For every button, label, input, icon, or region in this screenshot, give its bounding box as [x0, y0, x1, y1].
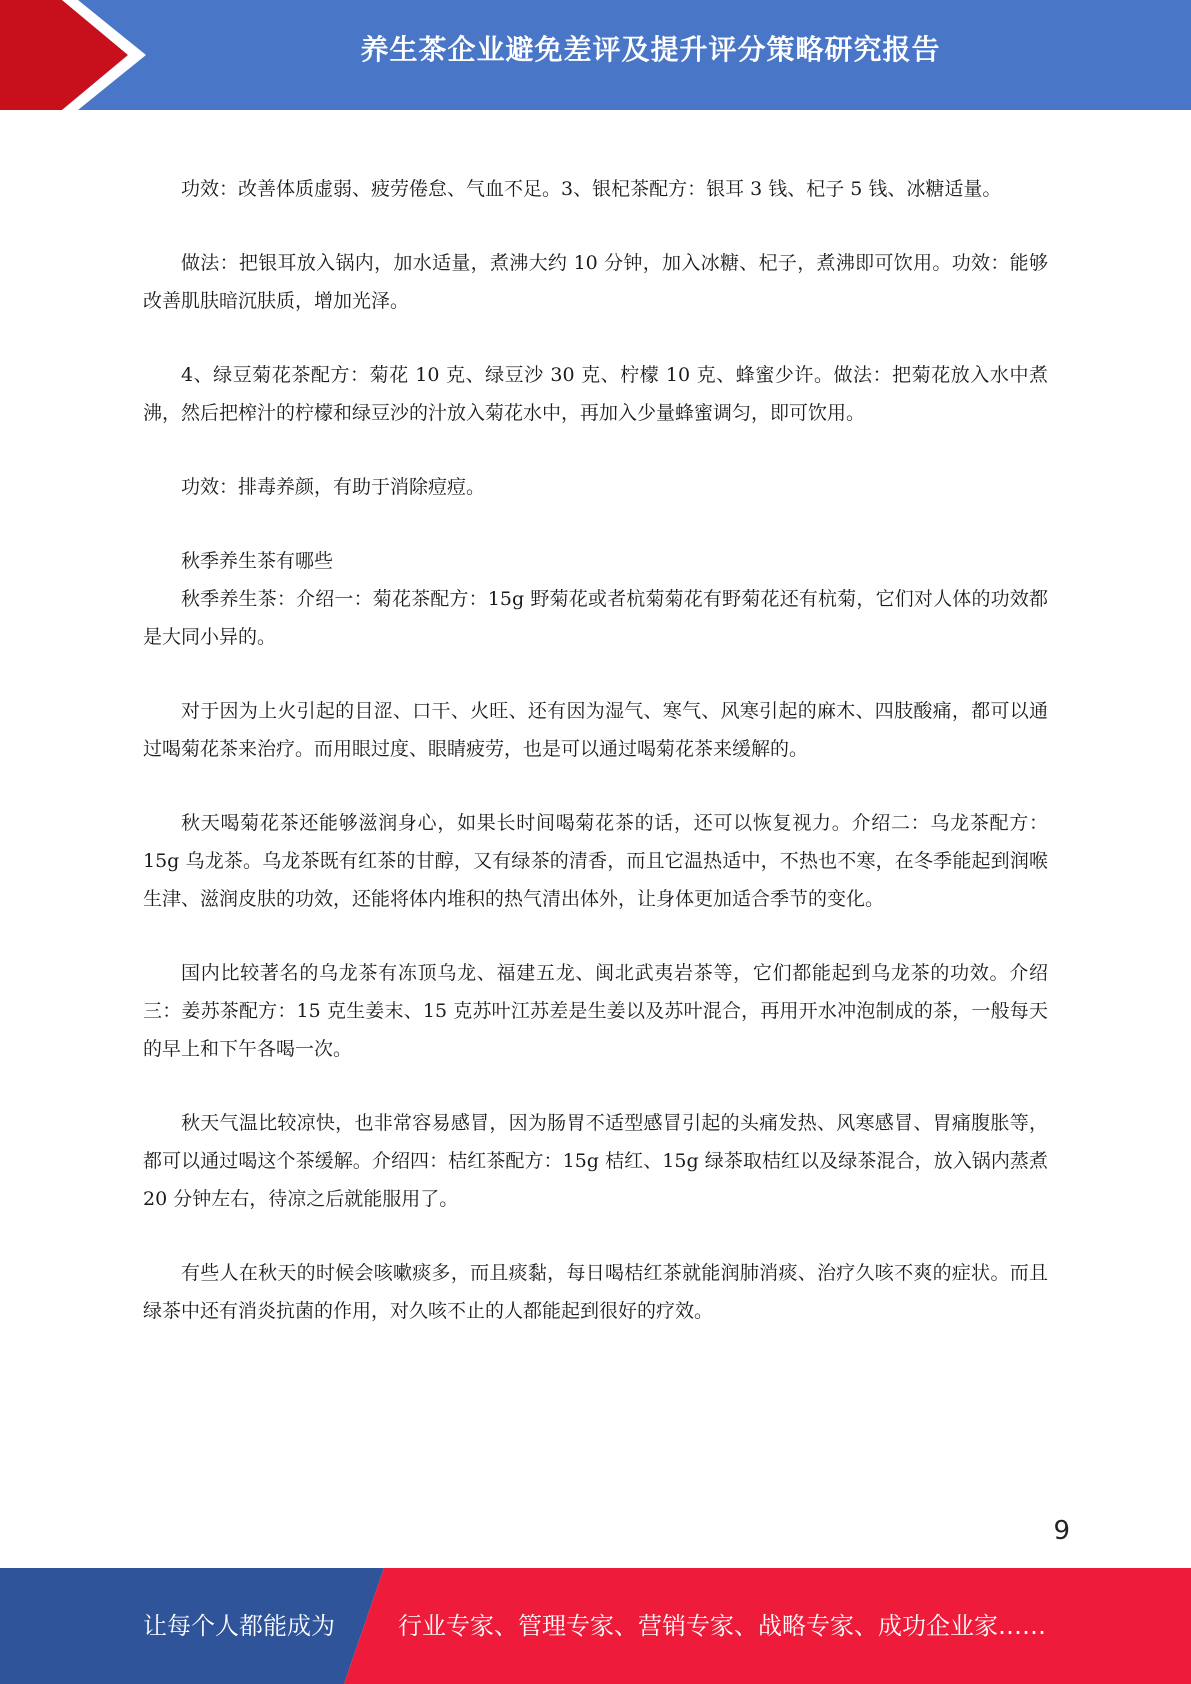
header-title: 养生茶企业避免差评及提升评分策略研究报告 [360, 33, 941, 66]
footer-slogan-right: 行业专家、管理专家、营销专家、战略专家、成功企业家…… [398, 1612, 1046, 1640]
paragraph: 秋天喝菊花茶还能够滋润身心，如果长时间喝菊花茶的话，还可以恢复视力。介绍二：乌龙茶配方：15g 乌龙茶。乌龙茶既有红茶的甘醇，又有绿茶的清香，而且它温热适中，不热也不寒，在冬季能起到润喉生津、滋润皮肤的功效，还能将体内堆积的热气清出体外，让身体更加适合季节的变化。 [143, 812, 1048, 910]
page-header [0, 0, 1191, 110]
paragraph: 秋季养生茶：介绍一：菊花茶配方：15g 野菊花或者杭菊菊花有野菊花还有杭菊，它们对人体的功效都是大同小异的。 [143, 588, 1048, 648]
document-body [143, 170, 1048, 1366]
page-footer [0, 1568, 1191, 1684]
paragraph: 国内比较著名的乌龙茶有冻顶乌龙、福建五龙、闽北武夷岩茶等，它们都能起到乌龙茶的功效。介绍三：姜苏茶配方：15 克生姜末、15 克苏叶江苏差是生姜以及苏叶混合，再用开水冲泡制成的茶，一般每天的早上和下午各喝一次。 [143, 962, 1048, 1060]
page-number: 9 [1053, 1516, 1070, 1546]
paragraph: 做法：把银耳放入锅内，加水适量，煮沸大约 10 分钟，加入冰糖、杞子，煮沸即可饮用。功效：能够改善肌肤暗沉肤质，增加光泽。 [143, 252, 1048, 312]
section-heading: 秋季养生茶有哪些 [181, 550, 334, 572]
paragraph: 有些人在秋天的时候会咳嗽痰多，而且痰黏，每日喝桔红茶就能润肺消痰、治疗久咳不爽的症状。而且绿茶中还有消炎抗菌的作用，对久咳不止的人都能起到很好的疗效。 [143, 1262, 1048, 1322]
paragraph: 4、绿豆菊花茶配方：菊花 10 克、绿豆沙 30 克、柠檬 10 克、蜂蜜少许。做法：把菊花放入水中煮沸，然后把榨汁的柠檬和绿豆沙的汁放入菊花水中，再加入少量蜂蜜调匀，即可饮用。 [143, 364, 1048, 424]
footer-slogan-left: 让每个人都能成为 [143, 1612, 335, 1640]
paragraph: 对于因为上火引起的目涩、口干、火旺、还有因为湿气、寒气、风寒引起的麻木、四肢酸痛，都可以通过喝菊花茶来治疗。而用眼过度、眼睛疲劳，也是可以通过喝菊花茶来缓解的。 [143, 700, 1048, 760]
paragraph: 功效：改善体质虚弱、疲劳倦怠、气血不足。3、银杞茶配方：银耳 3 钱、杞子 5 钱、冰糖适量。 [181, 178, 1002, 200]
paragraph: 秋天气温比较凉快，也非常容易感冒，因为肠胃不适型感冒引起的头痛发热、风寒感冒、胃痛腹胀等，都可以通过喝这个茶缓解。介绍四：桔红茶配方：15g 桔红、15g 绿茶取桔红以及绿茶混合，放入锅内蒸煮 20 分钟左右，待凉之后就能服用了。 [143, 1112, 1048, 1210]
paragraph: 功效：排毒养颜，有助于消除痘痘。 [181, 476, 486, 498]
